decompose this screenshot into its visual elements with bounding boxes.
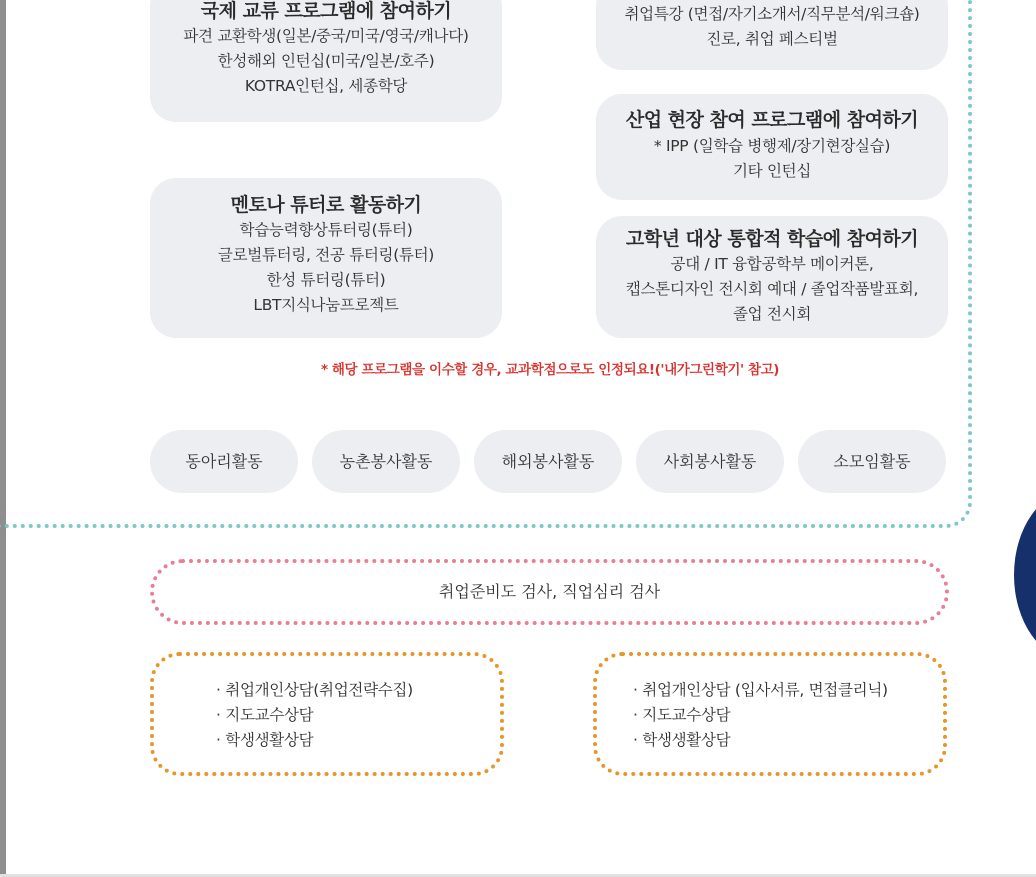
card-line: 학습능력향상튜터링(튜터)	[239, 221, 413, 239]
card-line: 기타 인턴십	[733, 162, 811, 180]
card-line: * IPP (일학습 병행제/장기현장실습)	[653, 137, 891, 155]
activity-pill-social-volunteer: 사회봉사활동	[636, 430, 784, 493]
activity-pill-overseas-volunteer: 해외봉사활동	[474, 430, 622, 493]
card-title: 산업 현장 참여 프로그램에 참여하기	[625, 109, 919, 131]
card-line: 글로벌튜터링, 전공 튜터링(튜터)	[217, 246, 435, 264]
card-integrated-learning	[596, 216, 948, 338]
card-line: LBT지식나눔프로젝트	[253, 296, 399, 314]
card-line: 파견 교환학생(일본/중국/미국/영국/캐나다)	[183, 27, 469, 45]
card-title: 멘토나 튜터로 활동하기	[230, 194, 422, 216]
card-job-lecture	[596, 0, 948, 70]
card-line: 한성 튜터링(튜터)	[266, 271, 386, 289]
assessment-box: 취업준비도 검사, 직업심리 검사	[150, 559, 949, 625]
card-line: 졸업 전시회	[733, 305, 811, 323]
card-line: 한성해외 인턴십(미국/일본/호주)	[217, 52, 435, 70]
credit-note: * 해당 프로그램을 이수할 경우, 교과학점으로도 인정되요!('내가그린학기' 참고)	[320, 362, 780, 378]
card-line: 취업특강 (면접/자기소개서/직무분석/워크숍)	[624, 5, 920, 23]
navy-decoration-circle	[1014, 490, 1036, 660]
activity-pill-small-group: 소모임활동	[798, 430, 946, 493]
card-line: 캡스톤디자인 전시회 예대 / 졸업작품발표회,	[625, 280, 919, 298]
counseling-box-left	[150, 652, 504, 776]
card-mentor-tutor	[150, 178, 502, 338]
card-line: 진로, 취업 페스티벌	[706, 30, 838, 48]
list-item: · 학생생활상담	[633, 728, 888, 753]
card-title: 국제 교류 프로그램에 참여하기	[200, 0, 452, 22]
card-international-exchange	[150, 0, 502, 122]
activity-pill-club: 동아리활동	[150, 430, 298, 493]
counseling-box-right	[593, 652, 947, 776]
counseling-list	[216, 678, 413, 753]
card-line: KOTRA인턴십, 세종학당	[244, 77, 408, 95]
list-item: · 학생생활상담	[216, 728, 413, 753]
list-item: · 취업개인상담(취업전략수집)	[216, 678, 413, 703]
list-item: · 취업개인상담 (입사서류, 면접클리닉)	[633, 678, 888, 703]
activity-pill-rural-volunteer: 농촌봉사활동	[312, 430, 460, 493]
card-line: 공대 / IT 융합공학부 메이커톤,	[670, 255, 874, 273]
card-industry-program	[596, 94, 948, 200]
counseling-list	[633, 678, 888, 753]
list-item: · 지도교수상담	[216, 703, 413, 728]
card-title: 고학년 대상 통합적 학습에 참여하기	[625, 228, 919, 250]
list-item: · 지도교수상담	[633, 703, 888, 728]
